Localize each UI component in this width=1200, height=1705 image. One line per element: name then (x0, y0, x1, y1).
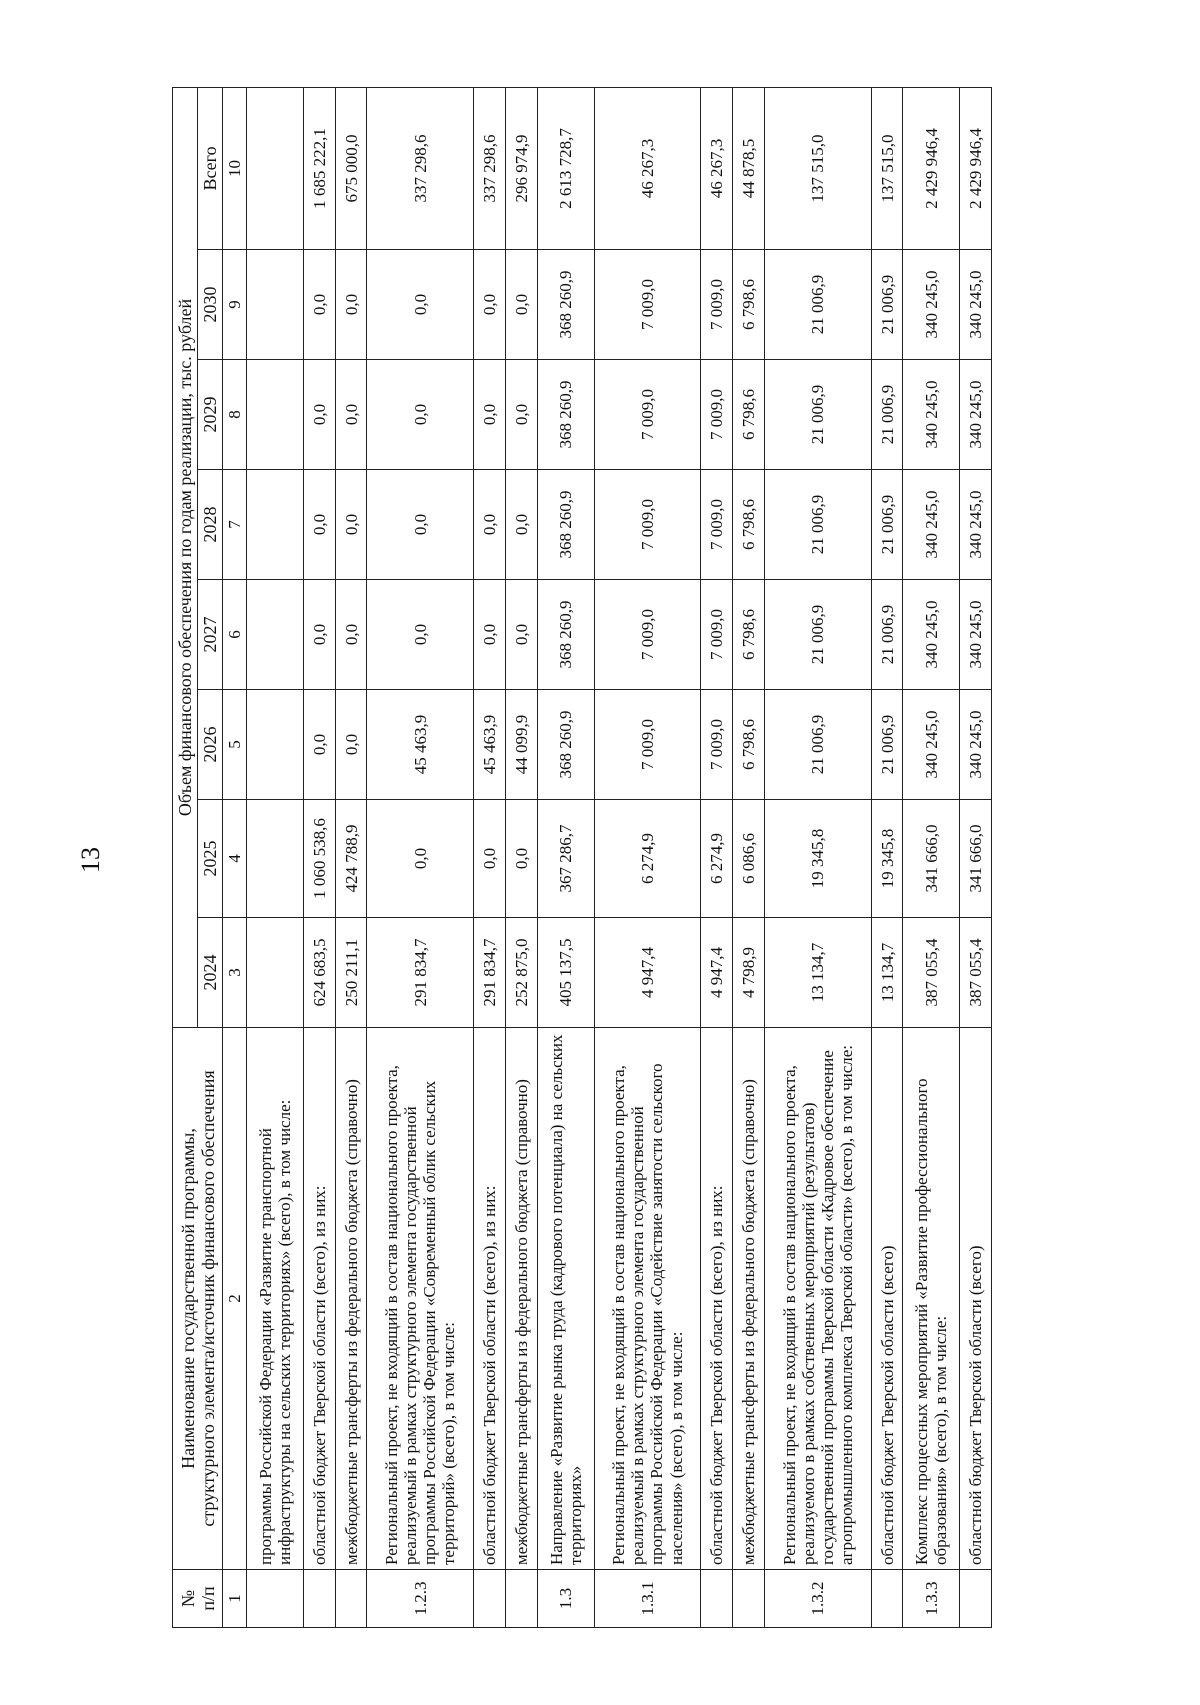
total-cell (247, 87, 304, 249)
value-cell: 368 260,9 (537, 250, 594, 360)
value-cell: 341 666,0 (903, 800, 960, 918)
table-row (474, 87, 506, 1627)
col-name-line1: Наименование государственной программы, (177, 1128, 198, 1469)
row-number (474, 1570, 506, 1628)
index-cell: 6 (223, 580, 247, 690)
table-row (903, 87, 960, 1627)
value-cell: 7 009,0 (594, 470, 701, 580)
row-number: 1.2.3 (367, 1570, 474, 1628)
row-number (335, 1570, 367, 1628)
value-cell: 0,0 (304, 580, 336, 690)
row-name: Направление «Развитие рынка труда (кадрового потенциала) на сельских территориях» (537, 1028, 594, 1570)
table-row (335, 87, 367, 1627)
value-cell: 387 055,4 (960, 918, 992, 1028)
value-cell: 13 134,7 (764, 918, 871, 1028)
value-cell: 368 260,9 (537, 470, 594, 580)
value-cell: 21 006,9 (871, 690, 903, 800)
row-name: Комплекс процессных мероприятий «Развитие профессионального образования» (всего), в том числе: (903, 1028, 960, 1570)
index-cell: 5 (223, 690, 247, 800)
year-header: 2029 (198, 360, 223, 470)
value-cell: 7 009,0 (701, 690, 733, 800)
funding-table (172, 87, 992, 1628)
row-number: 1.3 (537, 1570, 594, 1628)
value-cell: 291 834,7 (367, 918, 474, 1028)
year-header: 2025 (198, 800, 223, 918)
row-name: межбюджетные трансферты из федерального бюджета (справочно) (733, 1028, 765, 1570)
value-cell: 340 245,0 (903, 690, 960, 800)
value-cell: 21 006,9 (871, 580, 903, 690)
col-num-header (173, 1570, 223, 1628)
total-cell: 137 515,0 (764, 87, 871, 249)
index-cell: 1 (223, 1570, 247, 1628)
value-cell: 7 009,0 (701, 250, 733, 360)
value-cell: 624 683,5 (304, 918, 336, 1028)
row-name: областной бюджет Тверской области (всего), из них: (474, 1028, 506, 1570)
total-cell: 44 878,5 (733, 87, 765, 249)
value-cell: 6 798,6 (733, 580, 765, 690)
value-cell: 250 211,1 (335, 918, 367, 1028)
value-cell: 19 345,8 (764, 800, 871, 918)
index-cell: 10 (223, 87, 247, 249)
value-cell: 4 798,9 (733, 918, 765, 1028)
value-cell: 7 009,0 (701, 360, 733, 470)
value-cell: 0,0 (506, 580, 538, 690)
row-number (506, 1570, 538, 1628)
value-cell: 6 798,6 (733, 690, 765, 800)
value-cell: 21 006,9 (764, 690, 871, 800)
value-cell: 0,0 (474, 360, 506, 470)
value-cell: 0,0 (304, 360, 336, 470)
value-cell: 0,0 (367, 470, 474, 580)
header-index-row (223, 87, 247, 1627)
value-cell: 340 245,0 (903, 250, 960, 360)
value-cell (247, 800, 304, 918)
total-cell: 46 267,3 (701, 87, 733, 249)
value-cell: 7 009,0 (594, 690, 701, 800)
value-cell: 405 137,5 (537, 918, 594, 1028)
value-cell: 6 274,9 (701, 800, 733, 918)
index-cell: 4 (223, 800, 247, 918)
total-cell: 137 515,0 (871, 87, 903, 249)
index-cell: 2 (223, 1028, 247, 1570)
value-cell: 7 009,0 (594, 580, 701, 690)
value-cell: 340 245,0 (960, 580, 992, 690)
row-name: Региональный проект, не входящий в состав национального проекта, реализуемый в рамках структурного элемента государственной программы Российской Федерации «Современный облик сельских территорий» (всего), в том числе: (367, 1028, 474, 1570)
row-number (733, 1570, 765, 1628)
value-cell: 44 099,9 (506, 690, 538, 800)
value-cell: 21 006,9 (871, 250, 903, 360)
value-cell: 0,0 (304, 470, 336, 580)
value-cell: 6 798,6 (733, 360, 765, 470)
col-num-line2: п/п (197, 1586, 218, 1611)
value-cell: 0,0 (367, 800, 474, 918)
table-row (594, 87, 701, 1627)
total-cell: 2 613 728,7 (537, 87, 594, 249)
table-row (506, 87, 538, 1627)
value-cell: 13 134,7 (871, 918, 903, 1028)
value-cell: 341 666,0 (960, 800, 992, 918)
value-cell: 0,0 (304, 250, 336, 360)
year-header: 2030 (198, 250, 223, 360)
row-name: Региональный проект, не входящий в состав национального проекта, реализуемый в рамках структурного элемента государственной программы Российской Федерации «Содействие занятости сельского населения» (всего), в том числе: (594, 1028, 701, 1570)
value-cell: 424 788,9 (335, 800, 367, 918)
row-name: областной бюджет Тверской области (всего), из них: (304, 1028, 336, 1570)
value-cell: 0,0 (474, 470, 506, 580)
value-cell: 291 834,7 (474, 918, 506, 1028)
value-cell: 0,0 (335, 580, 367, 690)
value-cell: 340 245,0 (960, 690, 992, 800)
value-cell: 0,0 (474, 250, 506, 360)
value-cell: 340 245,0 (903, 580, 960, 690)
table-row (871, 87, 903, 1627)
row-name: программы Российской Федерации «Развитие транспортной инфраструктуры на сельских территориях» (всего), в том числе: (247, 1028, 304, 1570)
row-number (701, 1570, 733, 1628)
table-row (247, 87, 304, 1627)
value-cell: 1 060 538,6 (304, 800, 336, 918)
year-header: 2026 (198, 690, 223, 800)
value-cell: 340 245,0 (903, 360, 960, 470)
value-cell: 21 006,9 (871, 360, 903, 470)
value-cell (247, 918, 304, 1028)
value-cell: 21 006,9 (764, 360, 871, 470)
total-cell: 296 974,9 (506, 87, 538, 249)
total-cell: 2 429 946,4 (903, 87, 960, 249)
value-cell: 340 245,0 (960, 360, 992, 470)
value-cell: 7 009,0 (594, 250, 701, 360)
value-cell: 0,0 (335, 250, 367, 360)
index-cell: 3 (223, 918, 247, 1028)
col-name-line2: структурного элемента/источник финансового обеспечения (197, 1070, 218, 1527)
value-cell: 0,0 (506, 360, 538, 470)
row-name: межбюджетные трансферты из федерального бюджета (справочно) (506, 1028, 538, 1570)
value-cell: 21 006,9 (764, 580, 871, 690)
value-cell: 21 006,9 (871, 470, 903, 580)
table-row (960, 87, 992, 1627)
value-cell: 340 245,0 (960, 250, 992, 360)
value-cell: 0,0 (474, 800, 506, 918)
value-cell: 21 006,9 (764, 470, 871, 580)
value-cell: 45 463,9 (367, 690, 474, 800)
value-cell: 368 260,9 (537, 360, 594, 470)
row-number: 1.3.2 (764, 1570, 871, 1628)
value-cell: 0,0 (335, 690, 367, 800)
total-cell: 675 000,0 (335, 87, 367, 249)
table-row (537, 87, 594, 1627)
table-body (247, 87, 992, 1627)
value-cell: 7 009,0 (594, 360, 701, 470)
value-cell (247, 580, 304, 690)
rotated-table-wrapper (172, 88, 992, 1628)
table-row (733, 87, 765, 1627)
table-row (367, 87, 474, 1627)
value-cell: 0,0 (474, 580, 506, 690)
value-cell: 340 245,0 (903, 470, 960, 580)
year-header: 2028 (198, 470, 223, 580)
total-cell: 1 685 222,1 (304, 87, 336, 249)
row-number: 1.3.3 (903, 1570, 960, 1628)
value-cell (247, 360, 304, 470)
value-cell: 0,0 (367, 360, 474, 470)
index-cell: 7 (223, 470, 247, 580)
row-number (960, 1570, 992, 1628)
value-cell: 4 947,4 (701, 918, 733, 1028)
value-cell: 6 086,6 (733, 800, 765, 918)
table-row (701, 87, 733, 1627)
row-name: областной бюджет Тверской области (всего) (871, 1028, 903, 1570)
row-name: межбюджетные трансферты из федерального бюджета (справочно) (335, 1028, 367, 1570)
value-cell: 7 009,0 (701, 580, 733, 690)
row-name: областной бюджет Тверской области (всего), из них: (701, 1028, 733, 1570)
value-cell: 6 798,6 (733, 250, 765, 360)
row-number (871, 1570, 903, 1628)
total-cell: 337 298,6 (367, 87, 474, 249)
row-number (304, 1570, 336, 1628)
row-name: Региональный проект, не входящий в состав национального проекта, реализуемого в рамках собственных мероприятий (результатов) государственной программы Тверской области «Кадровое обеспечение агропромышленного комплекса Тверской области» (всего), в том числе: (764, 1028, 871, 1570)
value-cell: 367 286,7 (537, 800, 594, 918)
value-cell: 0,0 (367, 580, 474, 690)
row-number (247, 1570, 304, 1628)
col-num-line1: № (177, 1589, 198, 1608)
index-cell: 9 (223, 250, 247, 360)
value-cell: 0,0 (506, 800, 538, 918)
value-cell: 340 245,0 (960, 470, 992, 580)
value-cell (247, 690, 304, 800)
index-cell: 8 (223, 360, 247, 470)
funding-title-header: Объем финансового обеспечения по годам реализации, тыс. рублей (173, 87, 198, 1027)
year-header: 2027 (198, 580, 223, 690)
value-cell: 387 055,4 (903, 918, 960, 1028)
value-cell: 252 875,0 (506, 918, 538, 1028)
value-cell: 368 260,9 (537, 580, 594, 690)
total-cell: 46 267,3 (594, 87, 701, 249)
value-cell: 0,0 (506, 470, 538, 580)
col-name-header (173, 1028, 223, 1570)
value-cell: 368 260,9 (537, 690, 594, 800)
value-cell: 0,0 (304, 690, 336, 800)
value-cell: 19 345,8 (871, 800, 903, 918)
year-header: 2024 (198, 918, 223, 1028)
value-cell: 21 006,9 (764, 250, 871, 360)
value-cell: 45 463,9 (474, 690, 506, 800)
value-cell: 4 947,4 (594, 918, 701, 1028)
row-number: 1.3.1 (594, 1570, 701, 1628)
total-cell: 2 429 946,4 (960, 87, 992, 249)
value-cell: 7 009,0 (701, 470, 733, 580)
total-header: Всего (198, 87, 223, 249)
value-cell: 0,0 (335, 470, 367, 580)
row-name: областной бюджет Тверской области (всего) (960, 1028, 992, 1570)
value-cell: 6 274,9 (594, 800, 701, 918)
value-cell: 0,0 (367, 250, 474, 360)
value-cell: 6 798,6 (733, 470, 765, 580)
table-row (764, 87, 871, 1627)
value-cell: 0,0 (506, 250, 538, 360)
value-cell: 0,0 (335, 360, 367, 470)
table-row (304, 87, 336, 1627)
page-number: 13 (76, 847, 105, 873)
total-cell: 337 298,6 (474, 87, 506, 249)
value-cell (247, 470, 304, 580)
value-cell (247, 250, 304, 360)
header-row-1 (173, 87, 198, 1627)
